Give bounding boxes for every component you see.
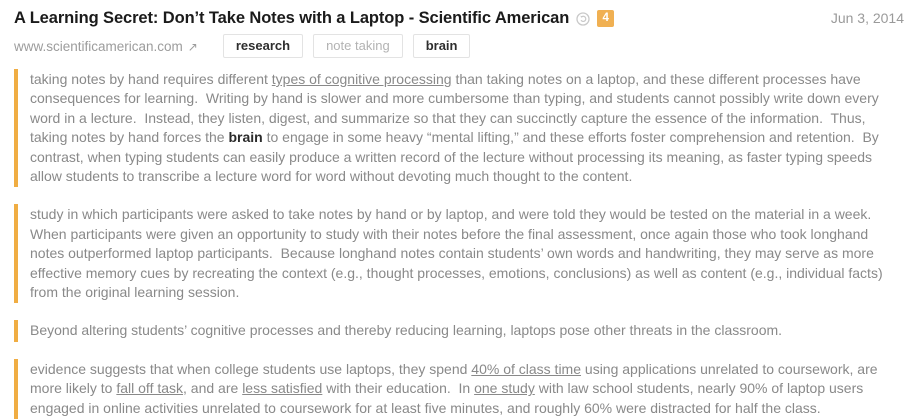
text-segment: with law school students, nearly 90% of laptop users engaged in online activities unrelated to coursework for at least five minutes, and roughly 60% were distracted for half the class.	[30, 380, 868, 416]
highlights-list	[14, 69, 904, 419]
text-segment: than taking notes on a laptop, and these different processes have consequences for learning. Writing by hand is slower and more cumbersome than typing, and students cannot possibly write down every word in a lecture. Instead, they listen, digest, and summarize so that they can succinctly capture the essence of the information. Thus, taking notes by hand forces the	[30, 71, 883, 146]
tag-list	[223, 34, 471, 58]
tag-brain[interactable]: brain	[413, 34, 471, 58]
text-segment: taking notes by hand requires different	[30, 71, 272, 87]
meta-row	[14, 34, 904, 58]
highlight-text	[30, 360, 904, 418]
highlight-count-badge: 4	[597, 10, 614, 27]
page-title[interactable]: A Learning Secret: Don’t Take Notes with a Laptop - Scientific American	[14, 9, 570, 27]
text-segment: to engage in some heavy “mental lifting,” and these efforts foster comprehension and retention. By contrast, when typing students can easily produce a written record of the lecture without processing its meaning, as faster typing speeds allow students to transcribe a lecture word for word without devoting much thought to the content.	[30, 129, 883, 185]
text-segment: evidence suggests that when college students use laptops, they spend	[30, 360, 472, 377]
highlight-text	[30, 205, 904, 302]
highlight-quote	[14, 69, 904, 187]
inline-link[interactable]: less satisfied	[242, 380, 323, 397]
saved-date: Jun 3, 2014	[830, 10, 904, 26]
highlight-text	[30, 70, 904, 186]
inline-link[interactable]: types of cognitive processing	[271, 71, 452, 87]
header-row	[14, 7, 904, 29]
highlight-quote	[14, 320, 904, 341]
source-url-link[interactable]	[14, 39, 198, 54]
text-segment: using applications unrelated to coursework, are more likely to	[30, 360, 882, 397]
external-link-icon: ↗	[187, 39, 198, 54]
highlight-quote	[14, 359, 904, 419]
text-segment: with their education. In	[322, 380, 475, 397]
tag-research[interactable]: research	[223, 34, 303, 58]
bold-term: brain	[228, 129, 263, 146]
inline-link[interactable]: fall off task	[116, 380, 184, 397]
tag-note-taking[interactable]: note taking	[313, 34, 403, 58]
text-segment: , and are	[183, 380, 243, 397]
highlight-text	[30, 321, 904, 340]
inline-link[interactable]: 40% of class time	[471, 360, 582, 377]
history-icon[interactable]	[576, 12, 590, 26]
text-segment: study in which participants were asked to take notes by hand or by laptop, and were told they would be tested on the material in a week. When participants were given an opportunity to study with their notes before the final assessment, once again those who took longhand notes outperformed laptop participants. Because longhand notes contain students’ own words and handwriting, they may serve as more effective memory cues by recreating the context (e.g., thought processes, emotions, conclusions) as well as content (e.g., individual facts) from the original learning session.	[30, 206, 887, 301]
inline-link[interactable]: one study	[474, 380, 535, 397]
highlight-quote	[14, 204, 904, 303]
source-url-text: www.scientificamerican.com	[14, 38, 183, 54]
text-segment: Beyond altering students’ cognitive processes and thereby reducing learning, laptops pose other threats in the classroom.	[30, 322, 783, 339]
